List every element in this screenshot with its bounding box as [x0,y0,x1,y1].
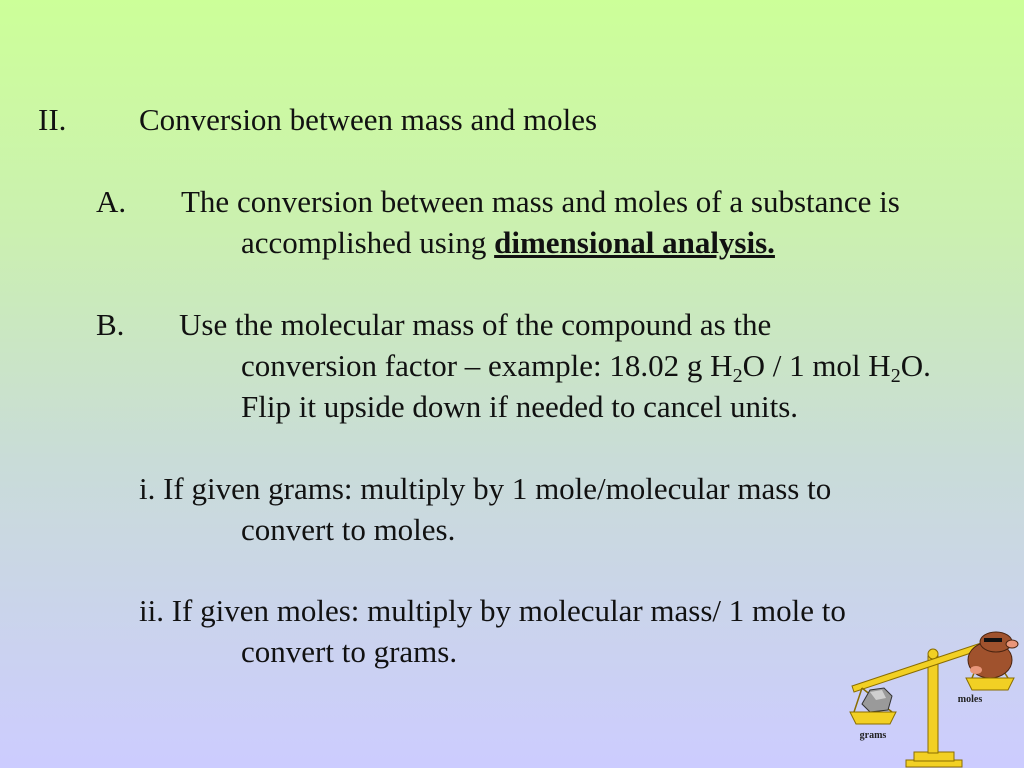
left-pan [850,712,896,724]
point-b-marker: B. [96,307,125,342]
point-a-line2-prefix: accomplished using [241,225,495,260]
right-pan [966,678,1014,690]
right-pan-label: moles [957,694,983,705]
scale-post [928,656,938,753]
item-i-line1: i. If given grams: multiply by 1 mole/molecular mass to [139,471,832,506]
subscript-2: 2 [890,365,901,387]
mole-icon [968,632,1018,678]
left-pan-label: grams [859,730,887,741]
item-ii-line1: ii. If given moles: multiply by molecular mass/ 1 mole to [139,593,846,628]
point-a-line1: The conversion between mass and moles of a substance is [181,184,900,219]
balance-scale-illustration [840,620,1024,768]
section-heading: Conversion between mass and moles [139,102,598,137]
point-b-line2-part2: O / 1 mol H [742,348,891,383]
point-b-line3: Flip it upside down if needed to cancel units. [241,389,799,424]
section-numeral: II. [38,102,67,137]
point-b-line1: Use the molecular mass of the compound as the [179,307,772,342]
point-b-line2-part3: O. [900,348,931,383]
item-i-line2: convert to moles. [241,512,456,547]
point-a-line2 [241,225,775,261]
item-ii-line2: convert to grams. [241,634,458,669]
point-b-line2-part1: conversion factor – example: 18.02 g H [241,348,733,383]
subscript-2: 2 [732,365,743,387]
point-a-marker: A. [96,184,127,219]
point-b-line2 [241,348,931,387]
dimensional-analysis-term: dimensional analysis. [494,225,775,260]
